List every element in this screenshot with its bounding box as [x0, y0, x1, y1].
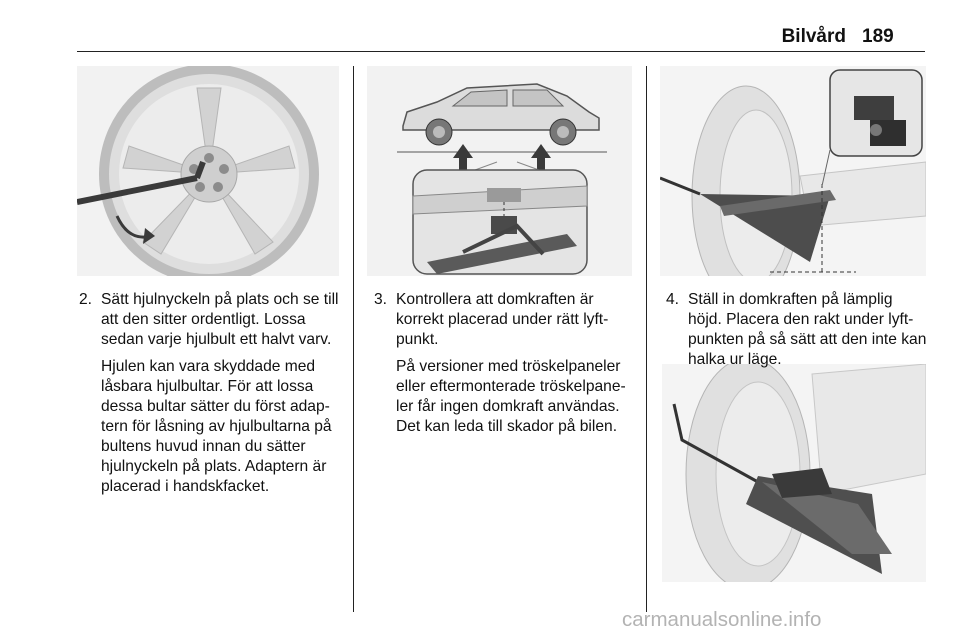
step-4-number: 4.: [666, 291, 680, 308]
column-1-text: [79, 290, 343, 497]
step-3: [374, 290, 636, 350]
step-4: [666, 290, 928, 370]
step-2-number: 2.: [79, 291, 93, 308]
jack-crank-illustration: [662, 364, 926, 582]
wheel-wrench-illustration: [77, 66, 339, 276]
car-lift-points-illustration: [367, 66, 632, 276]
header-section-title: Bilvård: [781, 26, 846, 47]
header-rule: [77, 51, 925, 52]
page-number: 189: [862, 26, 894, 47]
column-2-text: [374, 290, 636, 437]
column-3-text: [666, 290, 928, 370]
locking-bolt-note: Hjulen kan vara skyddade med låsbara hjulbultar. För att lossa dessa bultar sätter du först adaptern för låsning av hjulbultarna på bultens huvud innan du sätter hjulnyckeln på plats. Adaptern är placerad i handskfacket.: [101, 358, 332, 495]
step-2: [79, 290, 343, 350]
column-divider-2: [646, 66, 647, 612]
step-3-number: 3.: [374, 291, 388, 308]
jack-position-illustration: [660, 66, 926, 276]
watermark: carmanualsonline.info: [622, 608, 822, 631]
step-4-text: Ställ in domkraften på lämplig höjd. Placera den rakt under lyftpunkten på så sätt att den inte kan halka ur läge.: [688, 291, 927, 368]
step-3-text: Kontrollera att domkraften är korrekt placerad under rätt lyftpunkt.: [396, 291, 609, 348]
column-divider-1: [353, 66, 354, 612]
step-2-text: Sätt hjulnyckeln på plats och se till att den sitter ordentligt. Lossa sedan varje hjulbult ett halvt varv.: [101, 291, 339, 348]
sill-panel-warning: På versioner med tröskelpaneler eller eftermonterade tröskelpaneler får ingen domkraft användas. Det kan leda till skador på bilen.: [396, 358, 626, 435]
